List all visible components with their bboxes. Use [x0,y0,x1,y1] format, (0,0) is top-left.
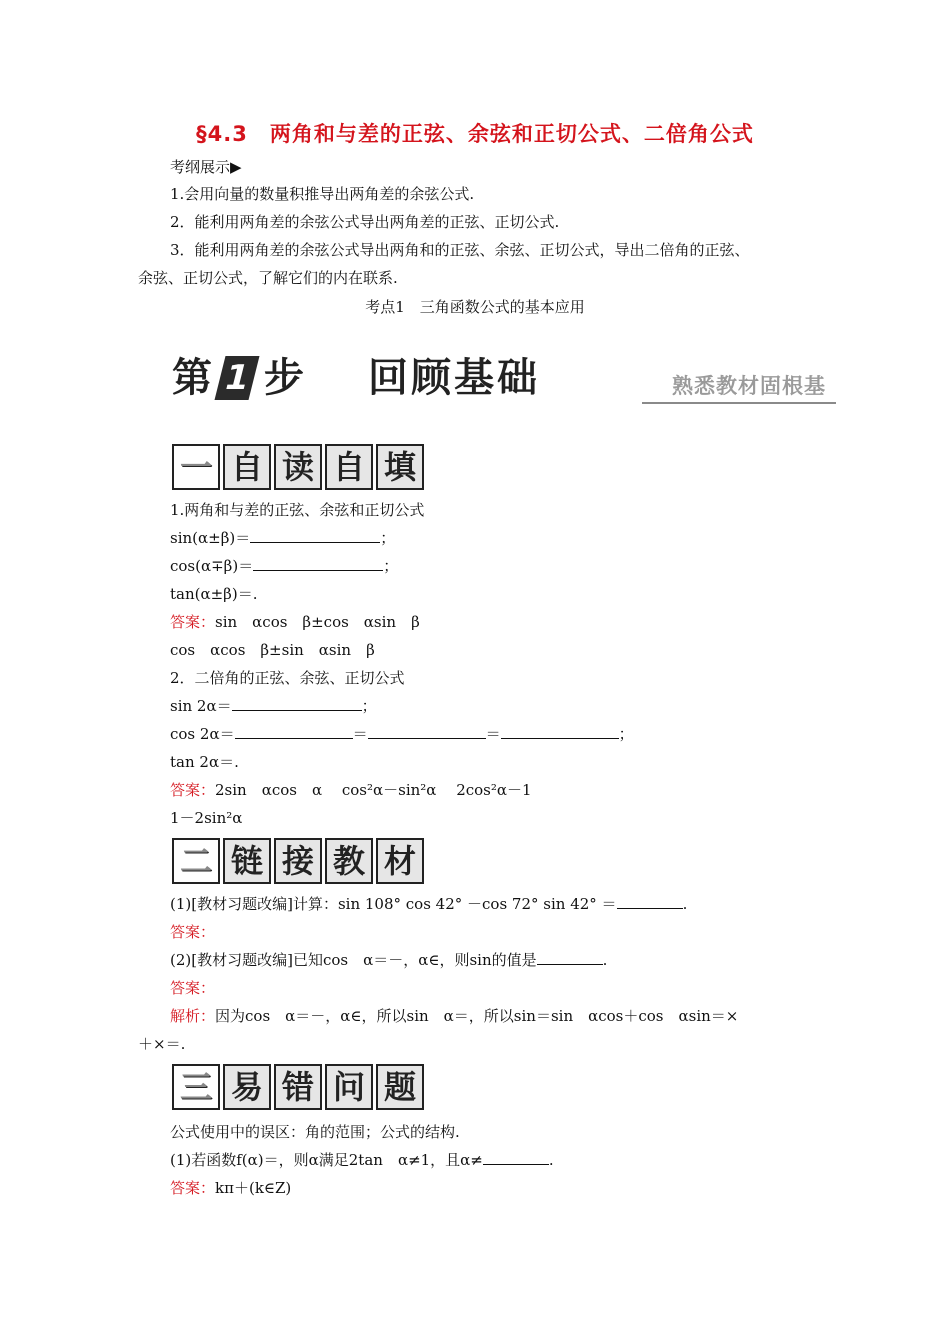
formula-group-1-title: 1.两角和与差的正弦、余弦和正切公式 [170,501,425,519]
sin2-blank [232,696,362,711]
step-banner [172,352,836,408]
sin-sum-blank [250,528,380,543]
section-heading-3 [172,1064,427,1108]
tan2-line: tan 2α＝. [170,753,239,771]
section3-char-5: 题 [376,1064,424,1110]
section2-char-2: 链 [223,838,271,884]
banner-part1: 第 [172,355,212,401]
pitfall-1-text: (1)若函数f(α)＝，则α满足2tan α≠1，且α≠ [170,1151,483,1169]
section2-char-5: 材 [376,838,424,884]
analysis-line-1 [170,1006,738,1026]
exercise-1 [170,894,687,914]
page-title: §4.3 两角和与差的正弦、余弦和正切公式、二倍角公式 [196,122,754,146]
cos2-label: cos 2α＝ [170,725,235,743]
pitfall-1-answer [170,1178,291,1198]
banner-part2: 步 [264,355,304,401]
section2-char-1: 二 [172,838,220,884]
sin-sum-label: sin(α±β)＝ [170,529,251,547]
analysis-line-2: ＋×＝. [138,1035,186,1053]
outline-label: 考纲展示▶ [170,158,242,176]
cos-sum-label: cos(α∓β)＝ [170,557,254,575]
sin2-label: sin 2α＝ [170,697,232,715]
topic-heading: 考点1 三角函数公式的基本应用 [365,298,585,316]
exercise-2 [170,950,607,970]
answer-1b: cos αcos β±sin αsin β [170,641,375,659]
cos-sum-line [170,556,398,576]
equals: ＝ [485,725,501,743]
period: . [682,895,688,913]
banner-subtitle: 熟悉教材固根基 [672,374,826,398]
period: . [548,1151,554,1169]
answer-1a-line [170,612,420,632]
section3-char-1: 三 [172,1064,220,1110]
exercise-2-blank [537,950,603,965]
pitfall-1-blank [483,1150,549,1165]
formula-group-2-title: 2．二倍角的正弦、余弦、正切公式 [170,669,405,687]
banner-rule [642,402,836,404]
exercise-1-blank [617,894,683,909]
section1-char-4: 自 [325,444,373,490]
semicolon: ； [380,529,396,547]
exercise-2-answer-label: 答案： [170,979,216,997]
sin-sum-line [170,528,395,548]
exercise-1-answer-label: 答案： [170,923,216,941]
semicolon: ； [383,557,399,575]
section2-char-4: 教 [325,838,373,884]
pitfalls-intro: 公式使用中的误区：角的范围；公式的结构. [170,1123,460,1141]
exercise-1-text: (1)[教材习题改编]计算：sin 108° cos 42° －cos 72° sin 42° ＝ [170,895,617,913]
equals: ＝ [352,725,368,743]
section1-char-1: 一 [172,444,220,490]
cos2-blank-1 [235,724,353,739]
semicolon: ； [618,725,634,743]
analysis-text-1: 因为cos α＝－，α∈，所以sin α＝，所以sin＝sin αcos＋cos αsin＝× [215,1007,739,1025]
period: . [602,951,608,969]
section1-char-2: 自 [223,444,271,490]
section1-char-3: 读 [274,444,322,490]
section-heading-2 [172,838,427,882]
pitfall-1-answer-text: kπ＋(k∈Z) [215,1179,292,1197]
banner-step-number: 1 [215,356,260,400]
answer-label: 答案： [170,1179,216,1197]
cos2-line [170,724,634,744]
section1-char-5: 填 [376,444,424,490]
exercise-2-text: (2)[教材习题改编]已知cos α＝－，α∈，则sin的值是 [170,951,537,969]
answer-2a: 2sin αcos α cos²α－sin²α 2cos²α－1 [215,781,532,799]
answer-1a: sin αcos β±cos αsin β [215,613,420,631]
section-heading-1 [172,444,427,488]
section3-char-4: 问 [325,1064,373,1110]
answer-2b: 1－2sin²α [170,809,243,827]
outline-item-1: 1.会用向量的数量积推导出两角差的余弦公式. [170,185,475,203]
sin2-line [170,696,377,716]
cos-sum-blank [253,556,383,571]
semicolon: ； [361,697,377,715]
cos2-blank-2 [368,724,486,739]
tan-sum-line: tan(α±β)＝. [170,585,258,603]
answer-label: 答案： [170,781,216,799]
outline-item-3: 3．能利用两角差的余弦公式导出两角和的正弦、余弦、正切公式，导出二倍角的正弦、 [170,241,750,259]
cos2-blank-3 [501,724,619,739]
outline-item-3-cont: 余弦、正切公式，了解它们的内在联系. [138,269,398,287]
answer-label: 答案： [170,613,216,631]
section3-char-2: 易 [223,1064,271,1110]
section3-char-3: 错 [274,1064,322,1110]
analysis-label: 解析： [170,1007,216,1025]
answer-2a-line [170,780,532,800]
pitfall-1 [170,1150,554,1170]
outline-item-2: 2．能利用两角差的余弦公式导出两角差的正弦、正切公式. [170,213,560,231]
banner-heading: 回顾基础 [368,355,540,401]
section2-char-3: 接 [274,838,322,884]
